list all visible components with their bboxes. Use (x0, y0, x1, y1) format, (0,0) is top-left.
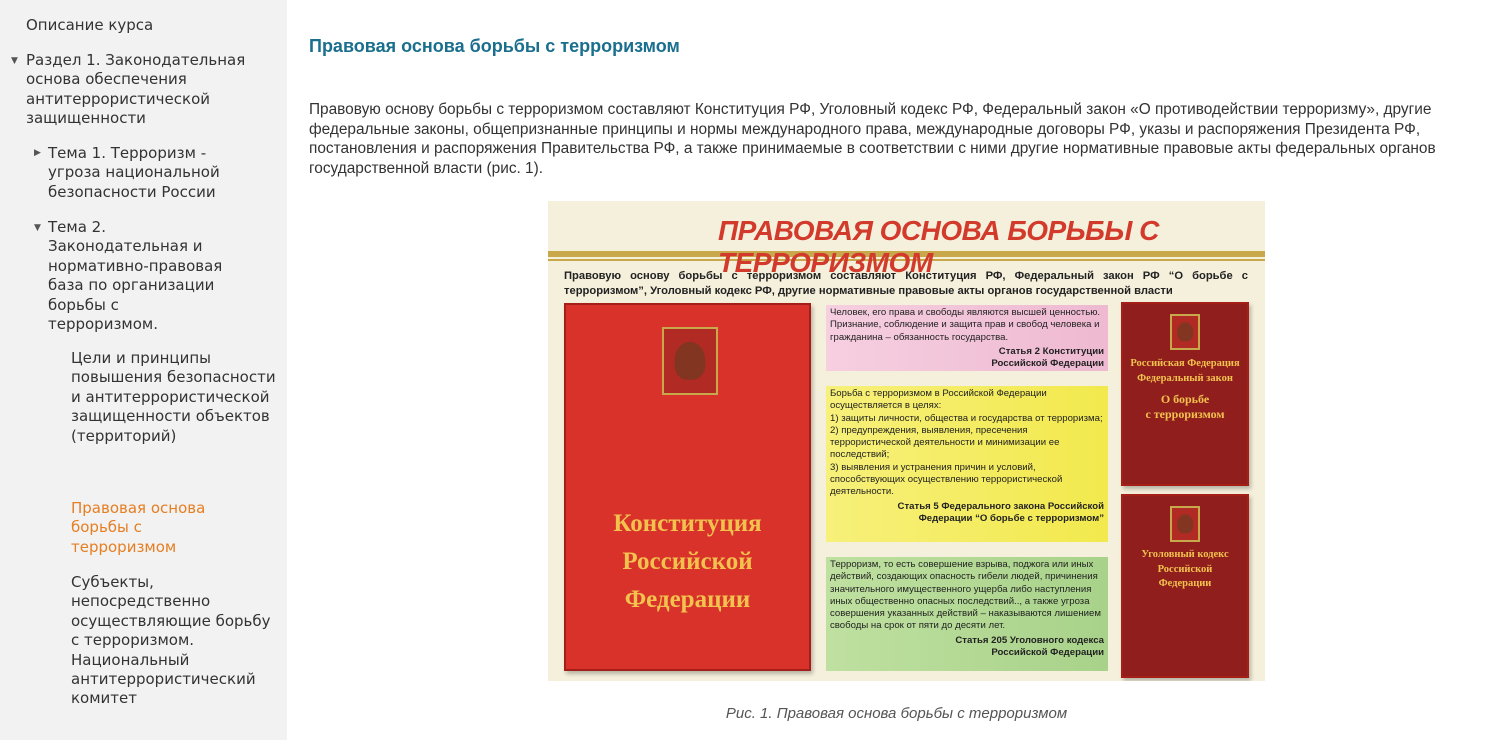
criminal-code-book (1121, 494, 1249, 678)
sidebar-item-course-description[interactable]: Описание курса (26, 16, 154, 34)
page-title: Правовая основа борьбы с терроризмом (309, 36, 680, 56)
figure-poster (548, 201, 1265, 681)
emblem-icon (1170, 506, 1200, 542)
main-content (287, 0, 1506, 740)
body-paragraph: Правовую основу борьбы с терроризмом составляют Конституция РФ, Уголовный кодекс РФ, Федеральный закон «О противодействии терроризму», другие федеральные законы, общепризнанные принципы и нормы международного права, международные договоры РФ, указы и распоряжения Президента РФ, постановления и распоряжения Правительства РФ, а также принимаемые в соответствии с ними другие нормативные правовые акты федеральных органов государственной власти (рис. 1). (309, 101, 1436, 177)
figure-caption: Рис. 1. Правовая основа борьбы с терроризмом (725, 705, 1068, 722)
panel-constitution-quote: Человек, его права и свободы являются высшей ценностью. Признание, соблюдение и защита прав и свобод человека и гражданина – обязанность государства. Статья 2 Конституции Российской Федерации (826, 305, 1108, 371)
caret-right-icon[interactable]: ▶ (34, 148, 41, 158)
sidebar-item-legal-basis[interactable]: Правовая основа борьбы с терроризмом (71, 499, 206, 556)
law-book-title: Российская Федерация Федеральный закон О борьбе с терроризмом (1130, 358, 1240, 421)
sidebar-item-topic-2[interactable]: Тема 2. Законодательная и нормативно-правовая база по организации борьбы с терроризмом. (48, 218, 223, 334)
constitution-book (564, 303, 811, 671)
poster-intro: Правовую основу борьбы с терроризмом составляют Конституция РФ, Федеральный закон РФ “О борьбе с терроризмом”, Уголовный кодекс РФ, другие нормативные правовые акты органов государственной власти (564, 270, 1248, 297)
poster-title: ПРАВОВАЯ ОСНОВА БОРЬБЫ С ТЕРРОРИЗМОМ (718, 215, 1159, 278)
emblem-icon (1170, 314, 1200, 350)
panel-law-quote: Борьба с терроризмом в Российской Федерации осуществляется в целях: 1) защиты личности, общества и государства от терроризма; 2) предупреждения, выявления, пресечения террористической деятельности и минимизации ее последствий; 3) выявления и устранения причин и условий, способствующих осуществлению террористической деятельности. Статья 5 Федерального закона Российской Федерации “О борьбе с терроризмом” (826, 386, 1108, 542)
emblem-icon (662, 327, 718, 395)
criminal-code-title: Уголовный кодекс Российской Федерации (1141, 549, 1229, 589)
sidebar-item-subjects[interactable]: Субъекты, непосредственно осуществляющие борьбу с терроризмом. Национальный антитеррористический комитет (71, 573, 271, 708)
sidebar-item-topic-1[interactable]: Тема 1. Терроризм - угроза национальной безопасности России (48, 144, 220, 201)
sidebar-item-goals[interactable]: Цели и принципы повышения безопасности и антитеррористической защищенности объектов (территорий) (71, 349, 276, 445)
caret-down-icon[interactable]: ▼ (34, 223, 41, 233)
sidebar-item-section-1[interactable]: Раздел 1. Законодательная основа обеспечения антитеррористической защищенности (26, 51, 246, 128)
constitution-title: Конституция Российской Федерации (613, 510, 762, 613)
caret-down-icon[interactable]: ▼ (11, 56, 18, 66)
law-book (1121, 302, 1249, 486)
sidebar (0, 0, 287, 740)
panel-criminal-code-quote: Терроризм, то есть совершение взрыва, поджога или иных действий, создающих опасность гибели людей, причинения значительного имущественного ущерба либо наступления иных общественно опасных последствий.., а также угроза совершения указанных действий – наказываются лишением свободы на срок от пяти до десяти лет. Статья 205 Уголовного кодекса Российской Федерации (826, 557, 1108, 671)
